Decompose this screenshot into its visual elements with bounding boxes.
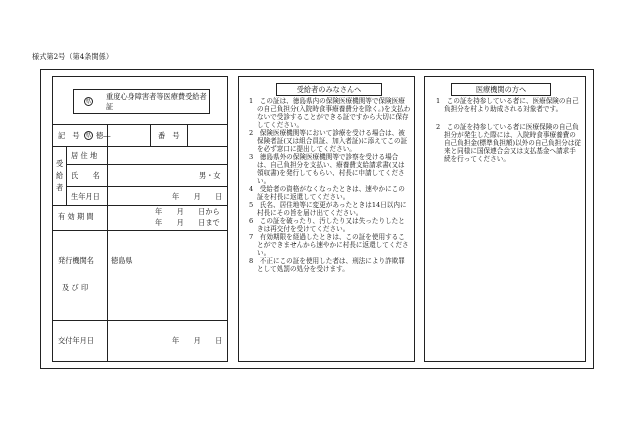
divider [66, 186, 228, 187]
institution-heading: 医療機関の方へ [451, 83, 551, 96]
recipient-label-1: 受 [56, 159, 64, 168]
note-item: 1 この証を持参している者に、医療保険の自己負担分を村より助成される対象者です。 [436, 97, 579, 113]
recipient-label-3: 者 [56, 183, 64, 192]
divider [52, 205, 228, 206]
divider [187, 124, 188, 146]
divider [66, 164, 228, 165]
issue-date-value: 年 月 日 [172, 336, 223, 345]
divider [150, 124, 151, 146]
issuer-value: 徳島県 [111, 256, 133, 265]
valid-from: 年 月 日から [155, 207, 220, 216]
divider [52, 124, 228, 125]
birthdate-value: 年 月 日 [172, 192, 223, 201]
note-item: 3 徳島県外の保険医療機関等で診察を受ける場合は、自己負担分を支払い、療養費支給請求書(又は領収書)を発行してもらい、村長に申請してください。 [249, 153, 405, 185]
sex-label: 男・女 [199, 171, 221, 180]
divider [66, 146, 67, 205]
note-item: 4 受給者の資格がなくなったときは、速やかにこの証を村長に返還してください。 [249, 185, 405, 201]
divider [52, 230, 228, 231]
recipient-heading: 受給者のみなさんへ [276, 83, 382, 96]
divider [107, 124, 108, 362]
issue-date-label: 交付年月日 [58, 336, 94, 345]
kigou-label: 記 号 [58, 131, 80, 140]
seal-label: 及 び 印 [62, 283, 89, 292]
prefecture-seal-icon: 県 [85, 133, 92, 139]
bangou-label: 番 号 [158, 131, 180, 140]
card-title: 重度心身障害者等医療費受給者証 [106, 91, 207, 111]
issuer-label: 発行機関名 [58, 256, 94, 265]
kigou-value: 徳― [96, 131, 111, 140]
form-number: 様式第2号（第4条関係） [32, 52, 114, 61]
name-label: 氏 名 [71, 171, 100, 180]
recipient-notes [249, 97, 411, 273]
note-item: 8 不正にこの証を使用した者は、刑法により詐欺罪として処罰の処分を受けます。 [249, 257, 405, 273]
divider [52, 320, 228, 321]
note-item: 6 この証を破ったり、汚したり又は失ったりしたときは再交付を受けてください。 [249, 217, 405, 233]
valid-to: 年 月 日まで [155, 218, 220, 227]
recipient-label-2: 給 [56, 171, 64, 180]
note-item: 1 この証は、徳島県内の保険医療機関等で保険医療の自己負担分(入院時食事療養費分を除く。)を支払わないで受診することができる証ですから大切に保存してください。 [249, 97, 411, 129]
birthdate-label: 生年月日 [71, 192, 100, 201]
note-item: 2 保険医療機関等において診療を受ける場合は、被保険者証(又は組合員証、加入者証)に添えてこの証を必ず窓口に提出してください。 [249, 129, 408, 153]
card-title-box [73, 89, 210, 114]
divider [52, 146, 228, 147]
prefecture-seal-icon: 県 [85, 99, 92, 105]
note-item: 7 有効期限を経過したときは、この証を使用することができませんから速やかに村長に返還してください。 [249, 233, 409, 257]
address-label: 居 住 地 [71, 151, 98, 160]
note-item: 2 この証を持参している者に医療保険の自己負担分が発生した際には、入院時食事療養費の自己負担金(標準負担額)以外の自己負担分は従来と同様に国保連合会又は支払基金へ請求手続を行ってください。 [436, 123, 582, 163]
valid-period-label: 有 効 期 間 [58, 212, 94, 221]
note-item: 5 氏名、居住地等に変更があったときは14日以内に村長にその旨を届け出てください。 [249, 201, 407, 217]
institution-notes [436, 97, 582, 163]
